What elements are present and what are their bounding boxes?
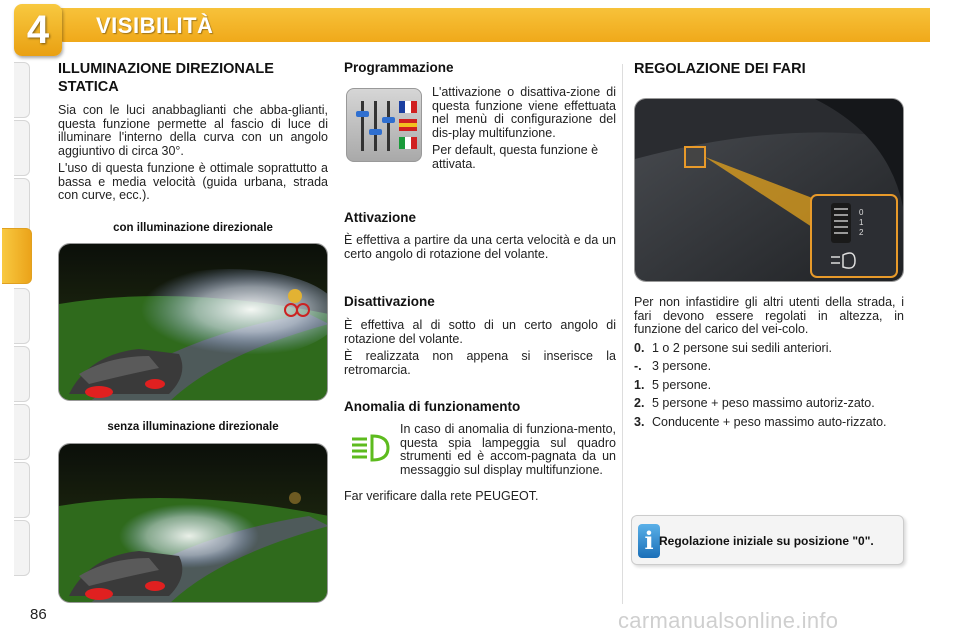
paragraph: È effettiva a partire da una certa velocità e da un certo angolo di rotazione del volante. <box>344 233 616 261</box>
list-item <box>634 342 904 356</box>
side-tab[interactable] <box>14 120 30 176</box>
paragraph: È realizzata non appena si inserisce la retromarcia. <box>344 349 616 377</box>
paragraph: È effettiva al di sotto di un certo angolo di rotazione del volante. <box>344 318 616 346</box>
column-divider <box>622 64 623 604</box>
item-text: 5 persone + peso massimo autoriz-zato. <box>652 396 875 410</box>
night-road-image <box>59 444 328 603</box>
info-box <box>631 515 904 565</box>
section-heading: Programmazione <box>344 60 454 75</box>
item-number: 0. <box>634 340 645 355</box>
side-tabs <box>0 62 30 582</box>
section-heading: Disattivazione <box>344 294 435 309</box>
item-number: -. <box>634 359 642 373</box>
paragraph: Per non infastidire gli altri utenti della strada, i fari devono essere regolati in altezza, in funzione del carico del vei-colo. <box>634 295 904 336</box>
svg-text:0: 0 <box>859 208 864 217</box>
page-number: 86 <box>30 606 47 623</box>
side-tab[interactable] <box>14 520 30 576</box>
list-item <box>634 397 904 411</box>
item-text: 5 persone. <box>652 377 712 392</box>
svg-text:2: 2 <box>859 228 864 237</box>
settings-sliders-icon <box>346 88 422 162</box>
dealer-note <box>344 490 616 504</box>
side-tab[interactable] <box>14 62 30 118</box>
activation-section <box>344 210 616 261</box>
night-road-image <box>59 244 328 401</box>
item-number: 1. <box>634 377 645 392</box>
page-title: VISIBILITÀ <box>96 13 214 38</box>
info-text: Regolazione iniziale su posizione "0". <box>659 534 874 548</box>
caption-without: senza illuminazione direzionale <box>107 421 279 433</box>
item-number: 2. <box>634 396 645 410</box>
section-heading <box>58 60 328 96</box>
item-text: Conducente + peso massimo auto-rizzato. <box>652 414 887 429</box>
caption-with: con illuminazione direzionale <box>113 222 273 234</box>
info-icon: i <box>638 524 660 558</box>
list-item <box>634 379 904 393</box>
paragraph: Per default, questa funzione è attivata. <box>432 143 599 171</box>
heading-line: ILLUMINAZIONE DIREZIONALE <box>58 61 274 77</box>
column-headlamp-adjustment <box>634 60 904 78</box>
item-text: 1 o 2 persone sui sedili anteriori. <box>652 340 832 355</box>
side-tab-active[interactable] <box>2 228 32 284</box>
deactivation-section <box>344 294 616 377</box>
side-tab[interactable] <box>14 404 30 460</box>
side-tab[interactable] <box>14 462 30 518</box>
section-heading: Anomalia di funzionamento <box>344 399 521 414</box>
section-heading: REGOLAZIONE DEI FARI <box>634 61 806 77</box>
list-item <box>634 360 904 374</box>
list-item <box>634 416 904 430</box>
malfunction-text <box>400 423 616 477</box>
headlamp-dial-image <box>635 99 904 282</box>
column-static-lighting <box>58 60 328 203</box>
adjustment-text <box>634 296 904 429</box>
dashboard-photo <box>634 98 904 282</box>
malfunction-section <box>344 399 616 414</box>
programming-text <box>432 86 616 171</box>
paragraph: In caso di anomalia di funziona-mento, questa spia lampeggia sul quadro strumenti ed è accom-pagnata da un messaggio sul display multifunzione. <box>400 422 616 477</box>
photo-with-directional-lighting <box>58 243 328 401</box>
load-position-list <box>634 342 904 430</box>
paragraph: L'attivazione o disattiva-zione di questa funzione viene effettuata nel menù di configurazione del dis-play multifunzione. <box>432 85 616 140</box>
headlamp-warning-icon <box>348 430 392 466</box>
side-tab[interactable] <box>14 178 30 234</box>
side-tab[interactable] <box>14 346 30 402</box>
section-heading: Attivazione <box>344 210 417 225</box>
paragraph: Far verificare dalla rete PEUGEOT. <box>344 489 539 503</box>
paragraph: Sia con le luci anabbaglianti che abba-gliant​i, questa funzione permette al fascio di luce di illuminare l'interno della curva con un angolo aggiuntivo di circa 30°. <box>58 103 328 158</box>
paragraph: L'uso di questa funzione è ottimale soprattutto a bassa e media velocità (guida urbana, strada con curve, ecc.). <box>58 161 328 202</box>
heading-line: STATICA <box>58 79 119 95</box>
column-programming <box>344 60 616 75</box>
side-tab[interactable] <box>14 288 30 344</box>
item-number: 3. <box>634 414 645 429</box>
svg-text:1: 1 <box>859 218 864 227</box>
watermark: carmanualsonline.info <box>618 608 839 633</box>
photo-without-directional-lighting <box>58 443 328 603</box>
chapter-number: 4 <box>26 8 50 52</box>
item-text: 3 persone. <box>652 359 712 373</box>
